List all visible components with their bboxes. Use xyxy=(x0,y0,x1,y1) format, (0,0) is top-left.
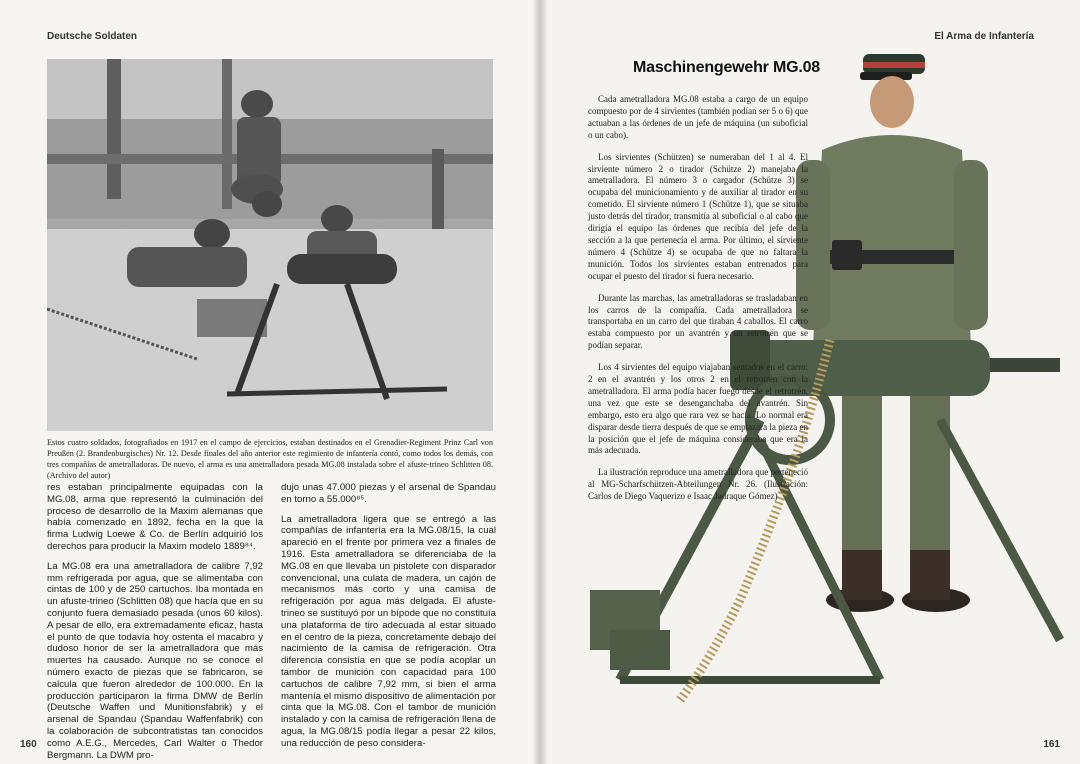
sidebar-text xyxy=(588,94,808,513)
body-paragraph: La ametralladora ligera que se entregó a las compañías de infantería era la MG.08/15, la cual apareció en el frente por primera vez a finales de 1916. Esta ametralladora se diferenciaba de la MG.08 en que llevaba un pistolete con disparador convencional, una culata de madera, un cajón de mecanismos más corto y una camisa de refrigeración por agua más delgada. El afuste-trineo se sustituyó por un bípode que no constituía una plataforma de tiro adecuada al estar situado en el centro de la pieza, concretamente debajo del nacimiento de la camisa de refrigeración. Otra diferencia consistía en que se podía acoplar un tambor de munición con capacidad para 100 cartuchos de calibre 7,92 mm, si bien el arma mantenía el mismo dispositivo de alimentación por cinta que la MG.08. Con el tambor de munición instalado y con la camisa de refrigeración llena de agua, la MG.08/15 podía llegar a pesar 22 kilos, una reducción de peso considera- xyxy=(281,513,496,749)
historical-photo xyxy=(47,59,493,431)
body-paragraph: La MG.08 era una ametralladora de calibre 7,92 mm refrigerada por agua, que se alimentaba con cintas de 100 y de 250 cartuchos. Iba montada en un afuste-trineo (Schlitten 08) que hacía que en su conjunto fuera demasiado pesada (unos 60 kilos). A pesar de ello, era extremadamente eficaz, hasta el punto de que todavía hoy ostenta el macabro y dudoso honor de ser la ametralladora que más muertes ha causado. Aunque no se conoce el número exacto de piezas que se fabricaron, se calcula que fueron alrededor de 100.000. En la producción participaron la firma DMW de Berlín (Deutsche Waffen und Munitionsfabrik) y el arsenal de Spandau (Spandau Waffenfabrik) con la colaboración de subcontratistas tan conocidos como A.E.G., Mercedes, Carl Walter o Thedor Bergmann. La DWM pro- xyxy=(47,560,263,761)
page-gutter xyxy=(532,0,548,764)
sidebar-paragraph: La ilustración reproduce una ametralladora que perteneció al MG-Scharfschützen-Abteilungen Nr. 26. (Ilustración: Carlos de Diego Vaquerizo e Isaac Jadraque Gómez) xyxy=(588,467,808,502)
body-column-2 xyxy=(281,482,496,758)
body-paragraph: res estaban principalmente equipadas con la MG.08, arma que representó la culminación del proceso de desarrollo de la Maxim alemanas que había comenzado en 1892, fecha en la que la firma Ludwig Loewe & Co. de Berlín adquirió los derechos para producir la Maxim modelo 1889⁸⁴. xyxy=(47,482,263,552)
photo-caption: Estos cuatro soldados, fotografiados en 1917 en el campo de ejercicios, estaban destinados en el Grenadier-Regiment Prinz Carl von Preußen (2. Brandenburgisches) Nr. 12. Desde finales del año anterior este regimiento de infantería contó, como todos los demás, con tres compañías de ametralladoras. De nuevo, el arma es una ametralladora pesada MG.08 instalada sobre el afuste-trineo Schlitten 08. (Archivo del autor) xyxy=(47,438,493,480)
article-title: Maschinengewehr MG.08 xyxy=(633,59,820,76)
running-head-right: El Arma de Infantería xyxy=(934,31,1034,42)
page-number-left: 160 xyxy=(20,739,37,750)
soldiers-photo-graphic xyxy=(47,59,493,431)
sidebar-paragraph: Los 4 sirvientes del equipo viajaban sentados en el carro: 2 en el avantrén y los otros 2 en el retrotrén con la ametralladora. El arma podía hacer fuego desde el retrotrén, una vez que este se desenganchaba del avantrén. Sin embargo, esto era algo que rara vez se hacía. Lo normal era disparar desde tierra después de que se emplazara la pieza en la posición que el jefe de máquina consideraba que era la más adecuada. xyxy=(588,362,808,456)
sidebar-paragraph: Durante las marchas, las ametralladoras se trasladaban en los carros de la compañía. Cada ametralladora se transportaba en un carro del que tiraban 4 caballos. El carro estaba compuesto por un avantrén y un retrotrén que se podían separar. xyxy=(588,292,808,351)
body-column-1 xyxy=(47,482,263,764)
page-number-right: 161 xyxy=(1043,739,1060,750)
running-head-left: Deutsche Soldaten xyxy=(47,31,138,42)
sidebar-paragraph: Los sirvientes (Schützen) se numeraban del 1 al 4. El sirviente número 2 o tirador (Schütze 2) manejaba la ametralladora. El número 3 o cargador (Schütze 3) se ocupaba del municionamiento y de auxiliar al tirador en su cometido. El sirviente número 1 (Schütze 1), que se situaba justo detrás del tirador, transmitía al suboficial o al cabo que dirigía el equipo las órdenes que recibía del jefe de la sección a la que pertenecía el arma. Por último, el sirviente número 4 (Schütze 4) se ocupaba de que no faltara la munición. Todos los sirvientes estaban entrenados para ocupar el puesto del tirador si fuera necesario. xyxy=(588,151,808,281)
sidebar-paragraph: Cada ametralladora MG.08 estaba a cargo de un equipo compuesto por de 4 sirvientes (también podían ser 5 o 6) que actuaban a las órdenes de un jefe de máquina (un suboficial o un cabo). xyxy=(588,94,808,140)
right-page xyxy=(540,0,1080,764)
body-paragraph: dujo unas 47.000 piezas y el arsenal de Spandau en torno a 55.000⁸⁵. xyxy=(281,482,496,505)
